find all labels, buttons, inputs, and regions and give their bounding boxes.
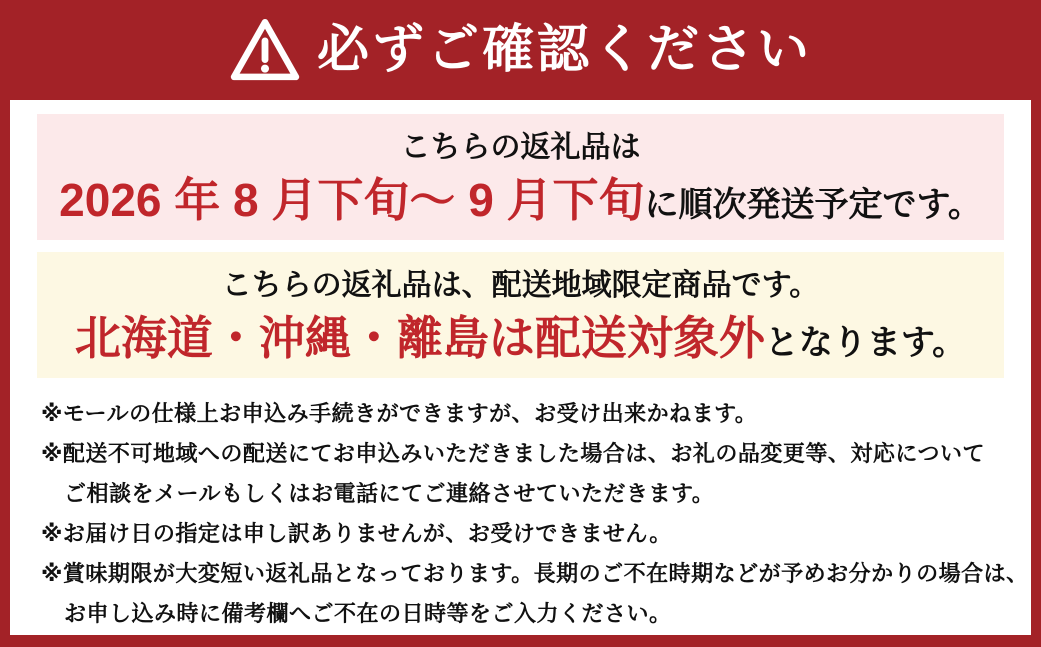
shipping-period-highlight: 2026 年 8 月下旬～ 9 月下旬 <box>59 174 645 226</box>
notes-list <box>41 394 1029 634</box>
notice-title: 必ずご確認ください <box>316 21 812 79</box>
note-line-continuation: お申し込み時に備考欄へご不在の日時等をご入力ください。 <box>64 601 672 626</box>
note-line: ※賞味期限が大変短い返礼品となっております。長期のご不在時期などが予めお分かりの場合は、 <box>41 561 1029 586</box>
note-line: ※お届け日の指定は申し訳ありませんが、お受けできません。 <box>41 521 672 546</box>
region-excluded-suffix: となります。 <box>764 324 967 362</box>
shipping-period-line <box>37 174 1004 227</box>
notice-body <box>10 100 1031 635</box>
shipping-schedule-box <box>37 114 1004 240</box>
region-excluded-line <box>37 312 1004 365</box>
warning-triangle-icon <box>229 17 301 85</box>
notice-header <box>0 0 1041 100</box>
region-restriction-box <box>37 252 1004 378</box>
shipping-period-suffix: に順次発送予定です。 <box>644 186 982 224</box>
note-line-continuation: ご相談をメールもしくはお電話にてご連絡させていただきます。 <box>64 481 715 506</box>
region-intro-text: こちらの返礼品は、配送地域限定商品です。 <box>221 269 820 302</box>
note-line: ※モールの仕様上お申込み手続きができますが、お受け出来かねます。 <box>41 401 758 426</box>
region-excluded-highlight: 北海道・沖縄・離島は配送対象外 <box>74 312 765 364</box>
shipping-intro-text: こちらの返礼品は <box>400 131 641 164</box>
note-line: ※配送不可地域への配送にてお申込みいただきました場合は、お礼の品変更等、対応について <box>41 441 985 466</box>
